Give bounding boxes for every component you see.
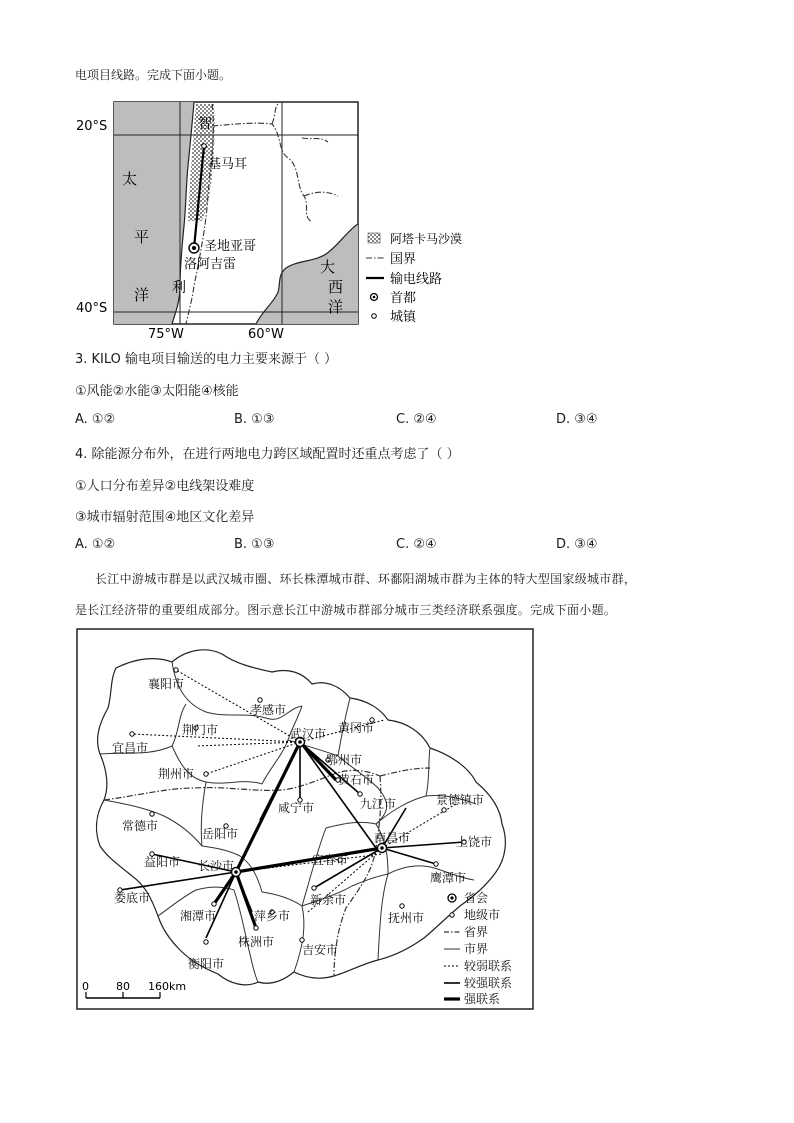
legend-town-swatch [372, 314, 377, 319]
label-nanchang: 南昌市 [374, 831, 411, 845]
q4-choice-b[interactable]: B. ①③ [234, 537, 275, 552]
legend-province-border: 省界 [464, 925, 489, 939]
label-yingtan: 鹰潭市 [430, 871, 467, 885]
label-xianning: 咸宁市 [278, 801, 315, 815]
chile-char-2: 利 [172, 280, 186, 296]
q4-options-line2: ③城市辐射范围④地区文化差异 [75, 510, 255, 525]
q4-stem: 4. 除能源分布外，在进行两地电力跨区域配置时还重点考虑了（ ） [75, 447, 460, 462]
label-huanggang: 黄冈市 [338, 721, 375, 735]
label-yueyang: 岳阳市 [202, 827, 239, 841]
label-xiaogan: 孝感市 [250, 703, 287, 717]
legend-border-label: 国界 [390, 252, 417, 267]
pacific-char-3: 洋 [134, 286, 150, 304]
q3-choice-b[interactable]: B. ①③ [234, 412, 275, 427]
legend-weak: 较弱联系 [464, 959, 513, 973]
label-huangshi: 黄石市 [338, 773, 375, 787]
label-jingdezhen: 景德镇市 [436, 793, 485, 807]
label-pingxiang: 萍乡市 [254, 909, 291, 923]
pacific-char-1: 太 [122, 170, 138, 188]
city-capital-label: 圣地亚哥 [204, 239, 257, 254]
label-yiyang: 益阳市 [144, 855, 181, 869]
q4-choice-c[interactable]: C. ②④ [396, 537, 437, 552]
intro-tail-text: 电项目线路。完成下面小题。 [75, 68, 232, 82]
legend-prefecture: 地级市 [464, 908, 501, 922]
label-yichang: 宜昌市 [112, 741, 149, 755]
scale-zero: 0 [82, 980, 89, 993]
town-marker [202, 144, 207, 149]
label-shangrao: 上饶市 [456, 835, 493, 849]
label-hengyang: 衡阳市 [188, 957, 225, 971]
label-wuhan: 武汉市 [290, 727, 327, 741]
lon-60w-label: 60°W [248, 327, 284, 342]
lon-75w-label: 75°W [148, 327, 184, 342]
q3-choice-d[interactable]: D. ③④ [556, 412, 598, 427]
legend-capital-label: 首都 [390, 291, 417, 306]
label-jian: 吉安市 [302, 943, 339, 957]
legend-line-label: 输电线路 [390, 272, 443, 287]
legend-desert-label: 阿塔卡马沙漠 [390, 232, 463, 246]
legend-medium: 较强联系 [464, 976, 513, 990]
legend-desert-swatch [368, 233, 380, 243]
label-jingmen: 荆门市 [182, 723, 219, 737]
label-xiangyang: 襄阳市 [148, 677, 185, 691]
q3-options-text: ①风能②水能③太阳能④核能 [75, 384, 239, 399]
atlantic-char-2: 西 [328, 278, 344, 296]
label-changsha: 长沙市 [198, 859, 235, 873]
chile-char-1: 智 [198, 116, 212, 132]
city-south-label: 洛阿吉雷 [184, 257, 237, 272]
label-jingzhou: 荆州市 [158, 767, 195, 781]
label-changde: 常德市 [122, 819, 159, 833]
legend-strong: 强联系 [464, 992, 501, 1006]
label-xinyu: 新余市 [310, 893, 347, 907]
atlantic-char-3: 洋 [328, 298, 344, 316]
passage-line2: 是长江经济带的重要组成部分。图示意长江中游城市群部分城市三类经济联系强度。完成下面小题。 [75, 603, 617, 617]
label-yichun: 宜春市 [312, 853, 349, 867]
scale-mid: 80 [116, 980, 130, 993]
label-xiangtan: 湘潭市 [180, 909, 217, 923]
label-ezhou: 鄂州市 [326, 753, 363, 767]
legend-capital: 省会 [464, 891, 489, 905]
south-america-map [76, 96, 496, 346]
label-jiujiang: 九江市 [360, 797, 397, 811]
q4-choice-d[interactable]: D. ③④ [556, 537, 598, 552]
q3-choice-a[interactable]: A. ①② [75, 412, 116, 427]
q4-choice-a[interactable]: A. ①② [75, 537, 116, 552]
lat-40s-label: 40°S [76, 301, 108, 316]
lat-20s-label: 20°S [76, 119, 108, 134]
city-cluster-map [76, 628, 536, 1012]
passage-line1: 长江中游城市群是以武汉城市圈、环长株潭城市群、环鄱阳湖城市群为主体的特大型国家级城市群， [95, 572, 637, 586]
legend-city-border: 市界 [464, 942, 489, 956]
label-loudi: 娄底市 [114, 891, 151, 905]
pacific-char-2: 平 [134, 228, 150, 246]
city-north-label: 基马耳 [208, 157, 248, 172]
label-zhuzhou: 株洲市 [238, 935, 275, 949]
atlantic-char-1: 大 [320, 258, 336, 276]
legend-town-label: 城镇 [390, 310, 417, 325]
q4-options-line1: ①人口分布差异②电线架设难度 [75, 479, 255, 494]
q3-stem: 3. KILO 输电项目输送的电力主要来源于（ ） [75, 352, 338, 367]
label-fuzhou: 抚州市 [388, 911, 425, 925]
q3-choice-c[interactable]: C. ②④ [396, 412, 437, 427]
scale-end: 160km [148, 980, 187, 993]
